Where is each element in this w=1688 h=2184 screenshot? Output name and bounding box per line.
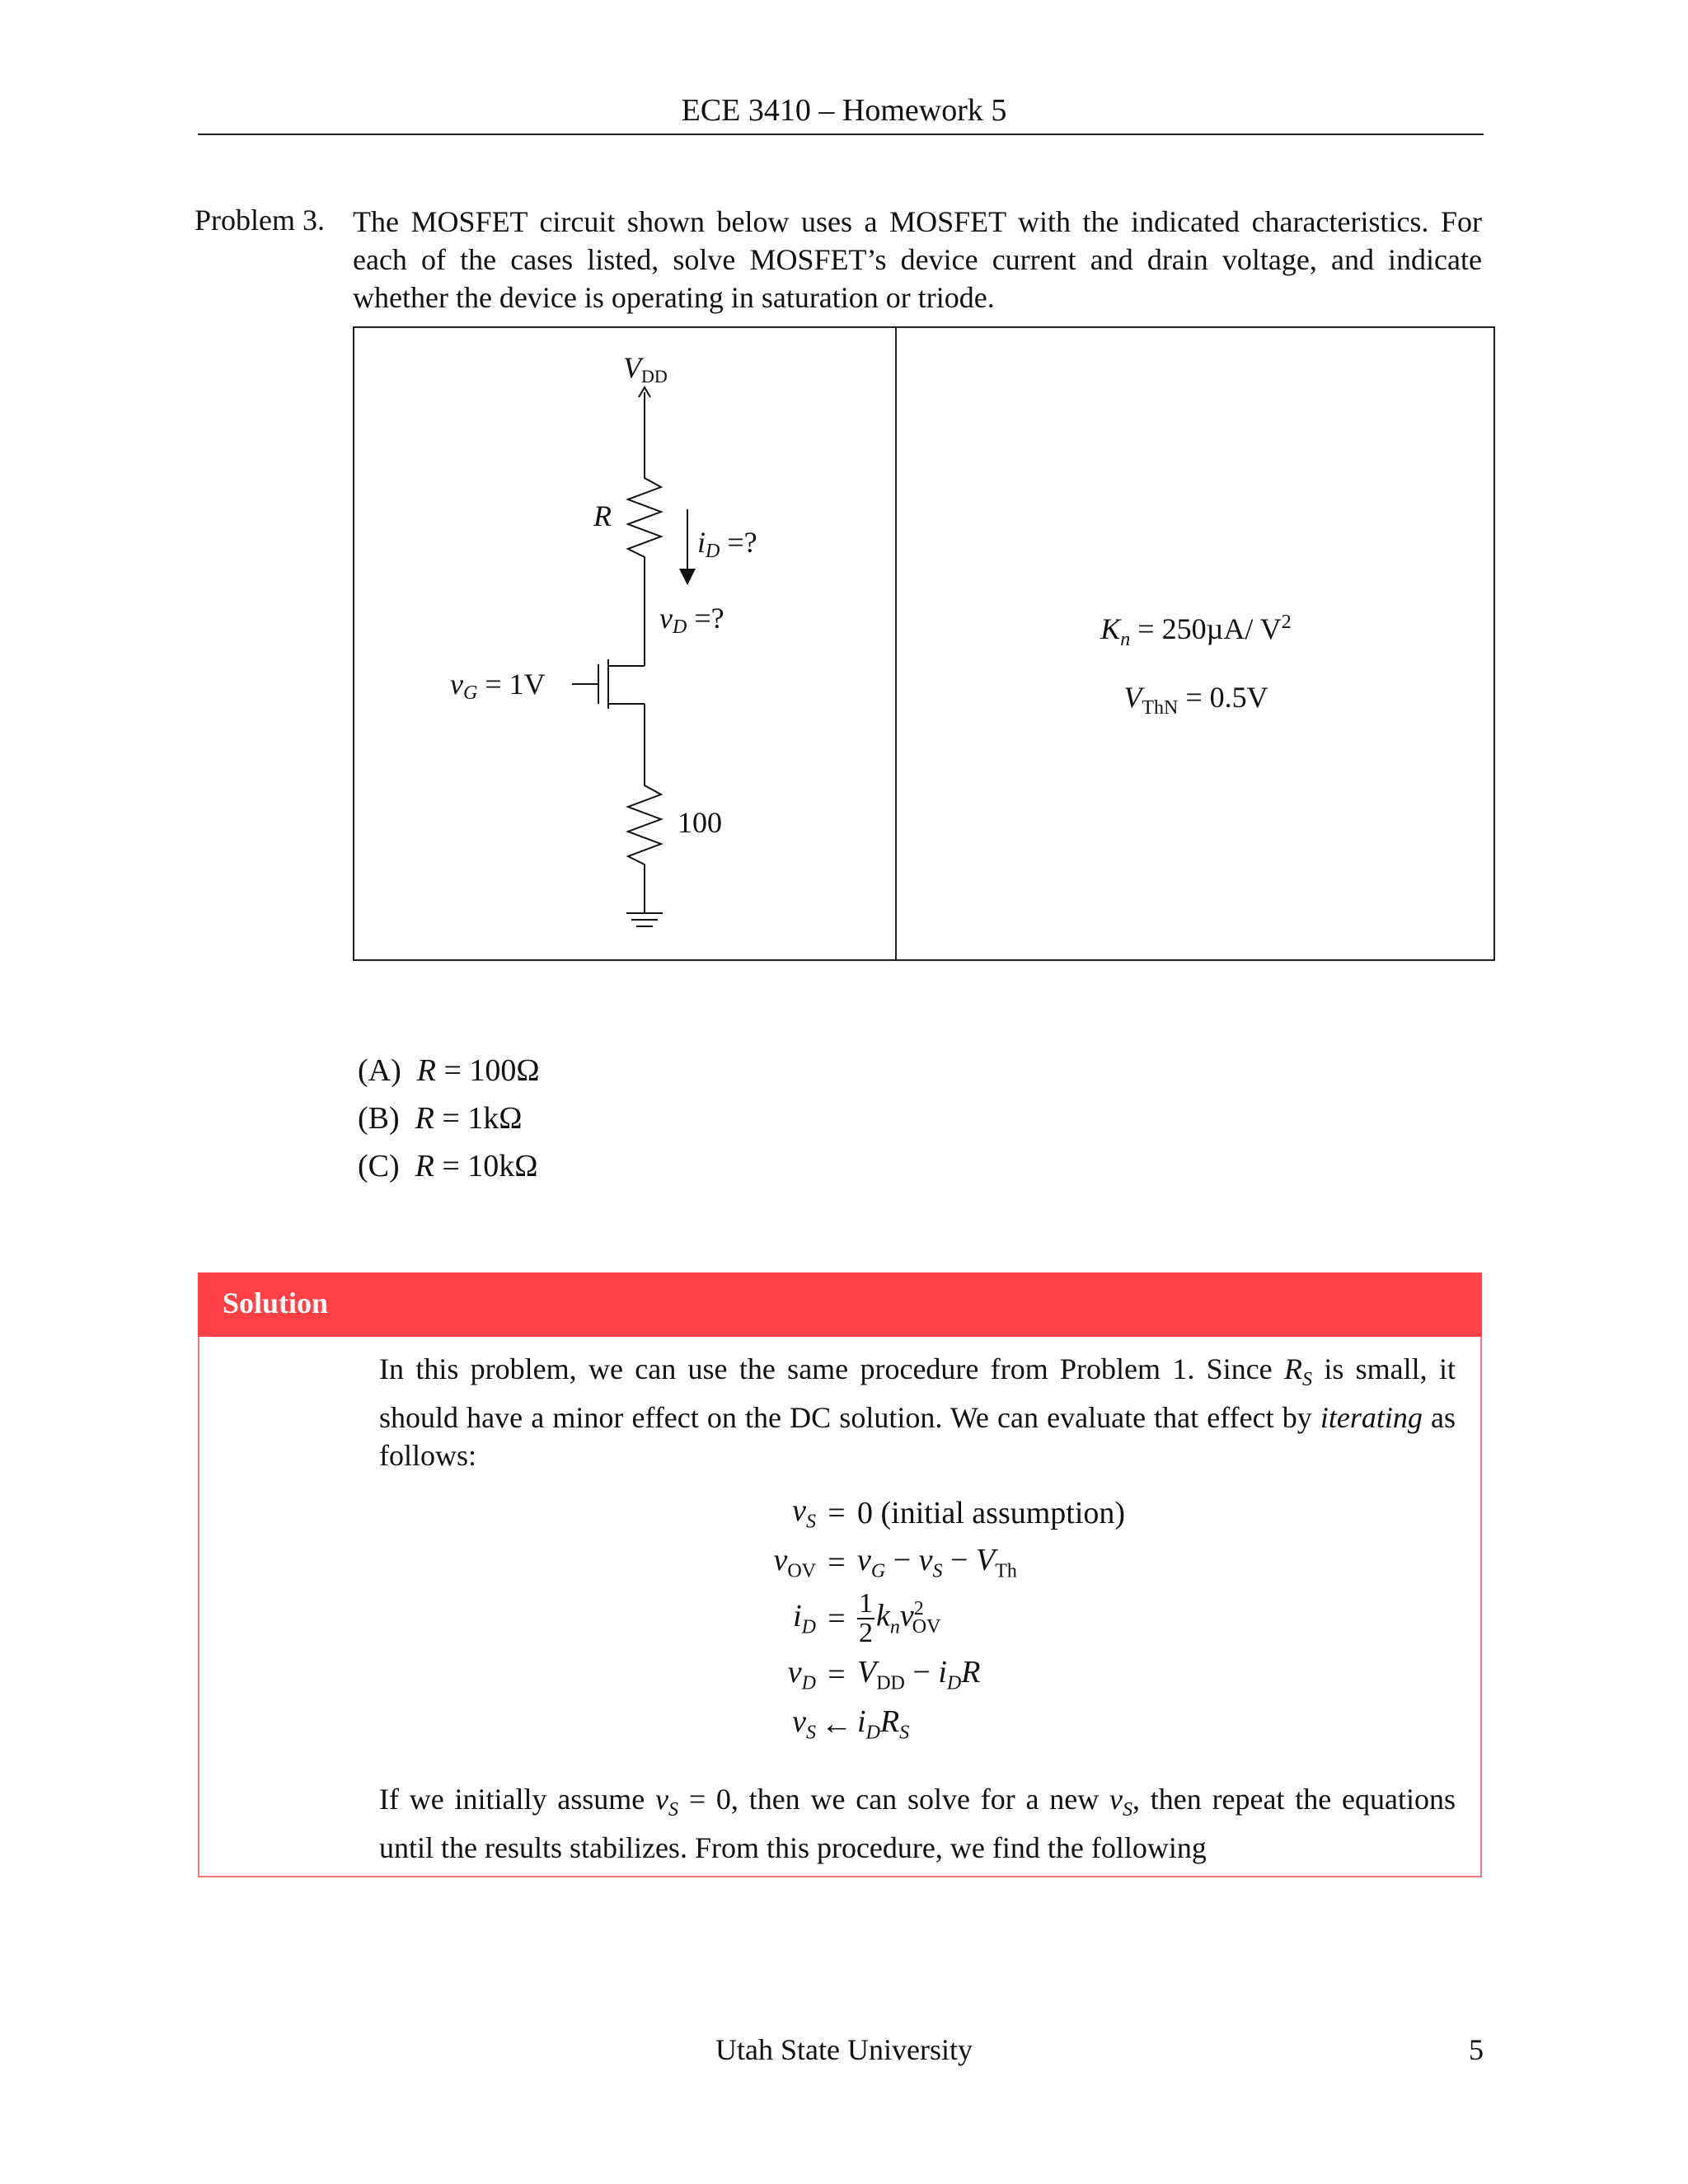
kn-parameter: $K_n = 250\mu A/$ $V^2$ — [1100, 612, 1292, 651]
header-rule — [198, 134, 1484, 135]
drain-resistor-label: R — [593, 499, 612, 532]
equation-id: $i_D$ = $\frac{1}{2}$ $k_nv^2_{OV}$ — [793, 1588, 941, 1648]
source-resistor-label: 100 — [678, 806, 722, 839]
equation-vov: $v_{OV}$ = $v_G - v_S - V_{Th}$ — [773, 1543, 1017, 1582]
equation-vs-update: $v_S$ ← $i_DR_S$ — [792, 1704, 910, 1744]
footer-institution: Utah State University — [715, 2033, 973, 2066]
solution-paragraph-2: If we initially assume $v_S = 0$, then we can solve for a new $v_S$, then repeat the equations until the results stabilizes. From this procedure, we find the following — [379, 1783, 1456, 1865]
solution-header-bar — [198, 1272, 1482, 1337]
figure-divider — [895, 326, 897, 961]
gate-voltage-label: vG = 1V — [450, 668, 546, 704]
solution-paragraph-1: In this problem, we can use the same procedure from Problem 1. Since $R_S$ is small, it should have a minor effect on the DC solution. We can evaluate that effect by iterating as follows: — [379, 1352, 1456, 1473]
case-b: (B) R = 1kΩ — [358, 1101, 523, 1136]
iteration-equations — [725, 1488, 1125, 1749]
solution-title: Solution — [223, 1286, 329, 1319]
vdd-label: VDD — [623, 351, 668, 387]
equation-vs-initial: $v_S$ = 0 (initial assumption) — [792, 1493, 1126, 1533]
case-a: (A) R = 100Ω — [358, 1053, 540, 1088]
drain-resistor — [628, 452, 661, 641]
vth-parameter: $V_{ThN} = 0.5V$ — [1123, 681, 1268, 719]
source-resistor — [628, 769, 661, 913]
current-arrow-head — [679, 569, 696, 585]
problem-text: The MOSFET circuit shown below uses a MOSFET with the indicated characteristics. For each of the cases listed, solve MOSFET’s device current and drain voltage, and indicate whether the device is operating in saturation or triode. — [353, 205, 1482, 314]
drain-voltage-label: vD =? — [659, 602, 724, 638]
equation-vd: $v_D$ = $V_{DD} - i_DR$ — [787, 1655, 981, 1694]
case-c: (C) R = 10kΩ — [358, 1149, 538, 1183]
device-parameters — [898, 593, 1493, 737]
page-number: 5 — [1469, 2033, 1484, 2066]
case-list — [358, 1047, 540, 1190]
problem-label: Problem 3. — [195, 204, 325, 237]
page-header-title: ECE 3410 – Homework 5 — [681, 93, 1007, 128]
mosfet-circuit-diagram — [354, 328, 893, 959]
drain-current-label: iD =? — [697, 526, 757, 562]
